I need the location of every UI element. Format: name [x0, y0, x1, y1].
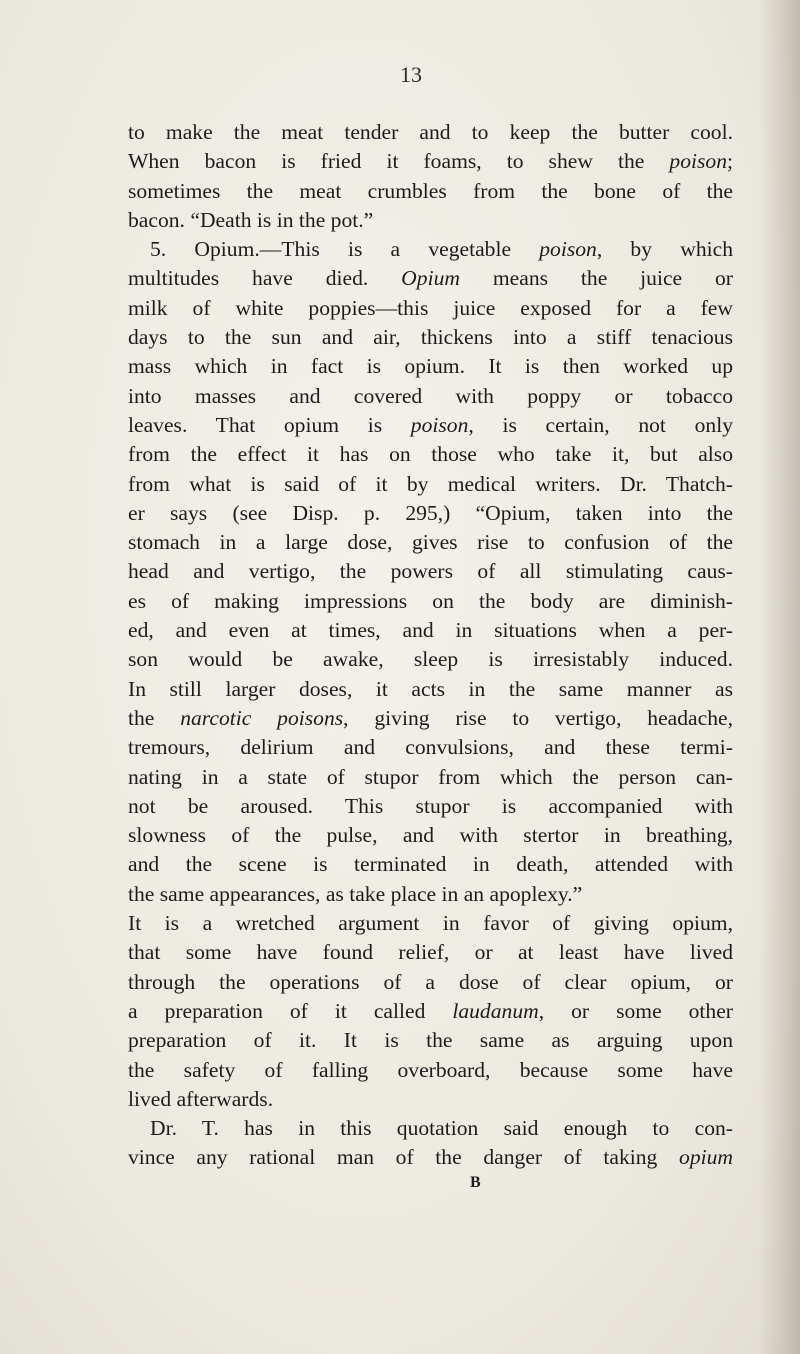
italic-text: poison: [410, 412, 469, 437]
text-line: [128, 675, 733, 704]
text-run: from the effect it has on those who take it, but also: [128, 442, 733, 467]
text-run: into masses and covered with poppy or tobacco: [128, 383, 733, 408]
text-run: es of making impressions on the body are diminish-: [128, 588, 733, 613]
text-run: the safety of falling overboard, because some have: [128, 1057, 733, 1082]
text-run: mass which in fact is opium. It is then worked up: [128, 354, 733, 379]
text-line: [128, 938, 733, 967]
text-line: [128, 645, 733, 674]
text-run: ed, and even at times, and in situations when a per-: [128, 618, 733, 643]
italic-text: poison: [669, 149, 727, 174]
text-line: [128, 177, 733, 206]
text-line: [128, 1056, 733, 1085]
text-line: [128, 616, 733, 645]
text-line: [128, 997, 733, 1026]
text-run: slowness of the pulse, and with stertor in breathing,: [128, 823, 733, 848]
text-run: When bacon is fried it foams, to shew the: [128, 149, 670, 174]
text-run: stomach in a large dose, gives rise to confusion of the: [128, 530, 733, 555]
text-line: [128, 850, 733, 879]
text-run: It is a wretched argument in favor of giving opium,: [128, 911, 733, 936]
italic-text: opium: [679, 1145, 733, 1170]
text-line: [128, 763, 733, 792]
text-line: [128, 821, 733, 850]
text-run: er says (see Disp. p. 295,) “Opium, taken into the: [128, 500, 733, 525]
text-line: [128, 733, 733, 762]
text-run: , by which: [596, 237, 733, 262]
text-line: [128, 147, 733, 176]
text-line: [128, 235, 733, 264]
text-line: [128, 528, 733, 557]
text-run: 5. Opium.—This is a vegetable: [150, 237, 540, 262]
printer-signature-mark: B: [470, 1173, 481, 1191]
text-line: [128, 557, 733, 586]
text-line: [128, 1114, 733, 1143]
italic-text: narcotic poisons: [180, 705, 344, 730]
text-run: bacon. “Death is in the pot.”: [128, 207, 374, 232]
text-run: vince any rational man of the danger of taking: [128, 1145, 680, 1170]
text-line: [128, 352, 733, 381]
body-text: [128, 118, 733, 1193]
text-run: not be aroused. This stupor is accompanied with: [128, 793, 733, 818]
italic-text: laudanum: [452, 998, 539, 1023]
text-line: [128, 470, 733, 499]
text-run: multitudes have died.: [128, 266, 402, 291]
text-line: [128, 323, 733, 352]
text-run: from what is said of it by medical writers. Dr. Thatch-: [128, 471, 733, 496]
text-line: [128, 1085, 733, 1114]
text-run: the: [128, 705, 181, 730]
text-run: through the operations of a dose of clear opium, or: [128, 969, 733, 994]
text-line: [128, 792, 733, 821]
text-run: In still larger doses, it acts in the same manner as: [128, 676, 733, 701]
text-run: that some have found relief, or at least have lived: [128, 940, 733, 965]
text-line: [128, 909, 733, 938]
text-line: [128, 118, 733, 147]
text-run: ;: [727, 149, 733, 174]
text-line: [128, 411, 733, 440]
text-run: , or some other: [538, 998, 733, 1023]
text-run: sometimes the meat crumbles from the bone of the: [128, 178, 733, 203]
text-run: , giving rise to vertigo, headache,: [343, 705, 734, 730]
text-line: [128, 704, 733, 733]
text-line: [128, 499, 733, 528]
text-line: [128, 206, 733, 235]
italic-text: poison: [539, 237, 597, 262]
text-line: [128, 440, 733, 469]
text-run: Dr. T. has in this quotation said enough to con-: [150, 1116, 733, 1141]
text-line: [128, 1143, 733, 1172]
text-run: head and vertigo, the powers of all stimulating caus-: [128, 559, 733, 584]
text-run: lived afterwards.: [128, 1086, 274, 1111]
text-line: [128, 382, 733, 411]
text-line: [128, 1026, 733, 1055]
text-run: tremours, delirium and convulsions, and these termi-: [128, 735, 733, 760]
text-run: and the scene is terminated in death, attended with: [128, 852, 733, 877]
text-run: son would be awake, sleep is irresistably induced.: [128, 647, 733, 672]
text-run: a preparation of it called: [128, 998, 453, 1023]
text-run: days to the sun and air, thickens into a stiff tenacious: [128, 325, 733, 350]
italic-text: Opium: [401, 266, 460, 291]
text-run: to make the meat tender and to keep the butter cool.: [128, 120, 733, 144]
text-run: , is certain, not only: [468, 412, 733, 437]
text-run: leaves. That opium is: [128, 412, 411, 437]
text-run: means the juice or: [459, 266, 733, 291]
page-gutter-shadow: [758, 0, 800, 1354]
text-run: the same appearances, as take place in an apoplexy.”: [128, 881, 583, 906]
text-line: [128, 968, 733, 997]
text-line: [128, 264, 733, 293]
text-run: milk of white poppies—this juice exposed for a few: [128, 295, 733, 320]
text-run: nating in a state of stupor from which the person can-: [128, 764, 733, 789]
text-line: [128, 587, 733, 616]
text-line: [128, 880, 733, 909]
text-line: [128, 294, 733, 323]
text-run: preparation of it. It is the same as arguing upon: [128, 1028, 733, 1053]
page-number: 13: [400, 62, 422, 87]
